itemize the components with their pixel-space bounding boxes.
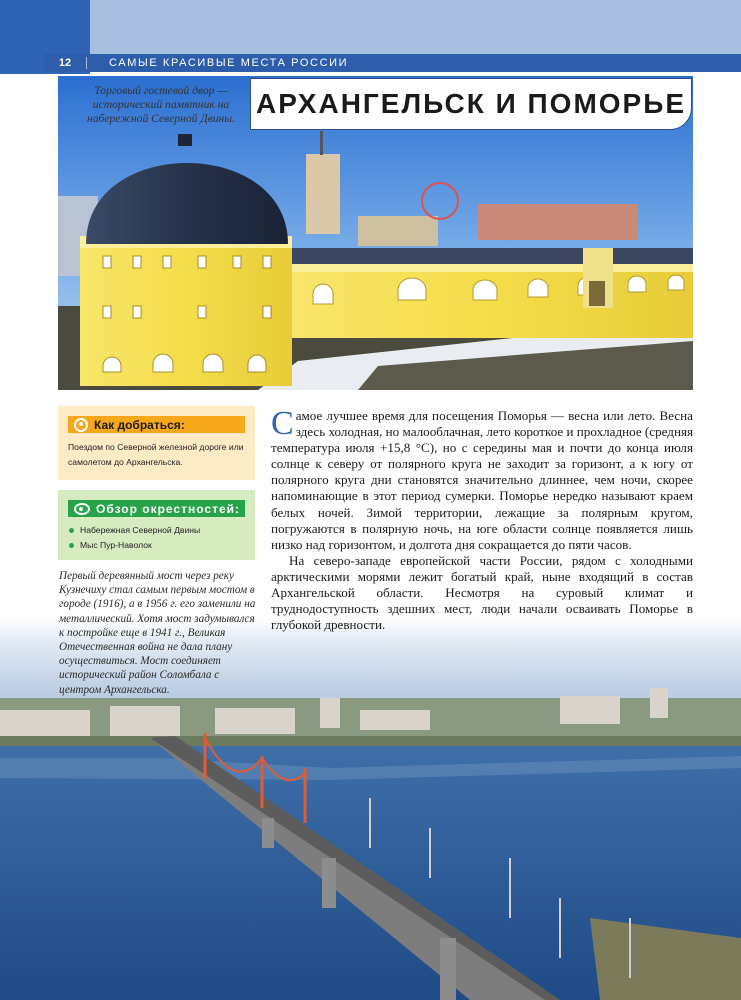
travel-box-header [68, 416, 245, 433]
article-paragraph-1 [271, 405, 693, 553]
top-photo-caption: Торговый гостевой двор — исторический памятник на набережной Северной Двины. [86, 84, 236, 125]
sights-box [58, 490, 255, 560]
sights-list [68, 523, 200, 553]
running-head: САМЫЕ КРАСИВЫЕ МЕСТА РОССИИ [109, 57, 349, 69]
article-paragraph-2: На северо-западе европейской части России, рядом с холодными арктическими морями лежит богатый край, ныне входящий в состав Архангельской области. Несмотря на суровый климат и труднодоступность здешних мест, люди начали осваивать Поморье в глубокой древности. [271, 552, 693, 633]
eye-icon [74, 503, 90, 515]
page-title: АРХАНГЕЛЬСК И ПОМОРЬЕ [255, 88, 687, 119]
bridge-caption: Первый деревянный мост через реку Кузнечиху стал самым первым мостом в городе (1916), а в 1956 г. его заменили на металлический. Хотя мост задумывался к постройке еще в 1941 г., Великая Отечественная война не дала плану осуществиться. Мост соединяет исторический район Соломбала с центром Архангельска. [59, 570, 256, 696]
header-strip [44, 54, 741, 72]
paragraph-1-text: амое лучшее время для посещения Поморья — весна или лето. Весна здесь холодная, но малооблачная, лето короткое и прохладное (средняя температура июля +15,8 °С), но с середины мая и почти до конца июля солнце к северу от полярного круга не заходит за горизонт, а к югу от полярного круга дни становятся значительно длиннее, чем ночи, скорее напоминающие в этот период сумерки. Поморье нередко называют краем белых ночей. Зимой территории, лежащие за полярным кругом, погружаются в полярную ночь, на юге области солнце появляется лишь низко над горизонтом, и долгота дня сокращается до пяти часов. [271, 408, 693, 552]
title-box [250, 78, 692, 130]
page-number: 12 [44, 57, 87, 69]
sights-box-heading: Обзор окрестностей: [96, 501, 240, 516]
sights-box-header [68, 500, 245, 517]
list-item: Набережная Северной Двины [68, 523, 200, 538]
travel-box-heading: Как добраться: [94, 417, 185, 432]
list-item: Мыс Пур-Наволок [68, 538, 200, 553]
header-bar [90, 0, 741, 56]
travel-box [58, 406, 255, 480]
article-body [271, 405, 693, 633]
dropcap: С [271, 405, 294, 442]
travel-box-text: Поездом по Северной железной дороге или самолетом до Архангельска. [68, 442, 244, 467]
bus-icon [74, 418, 88, 432]
